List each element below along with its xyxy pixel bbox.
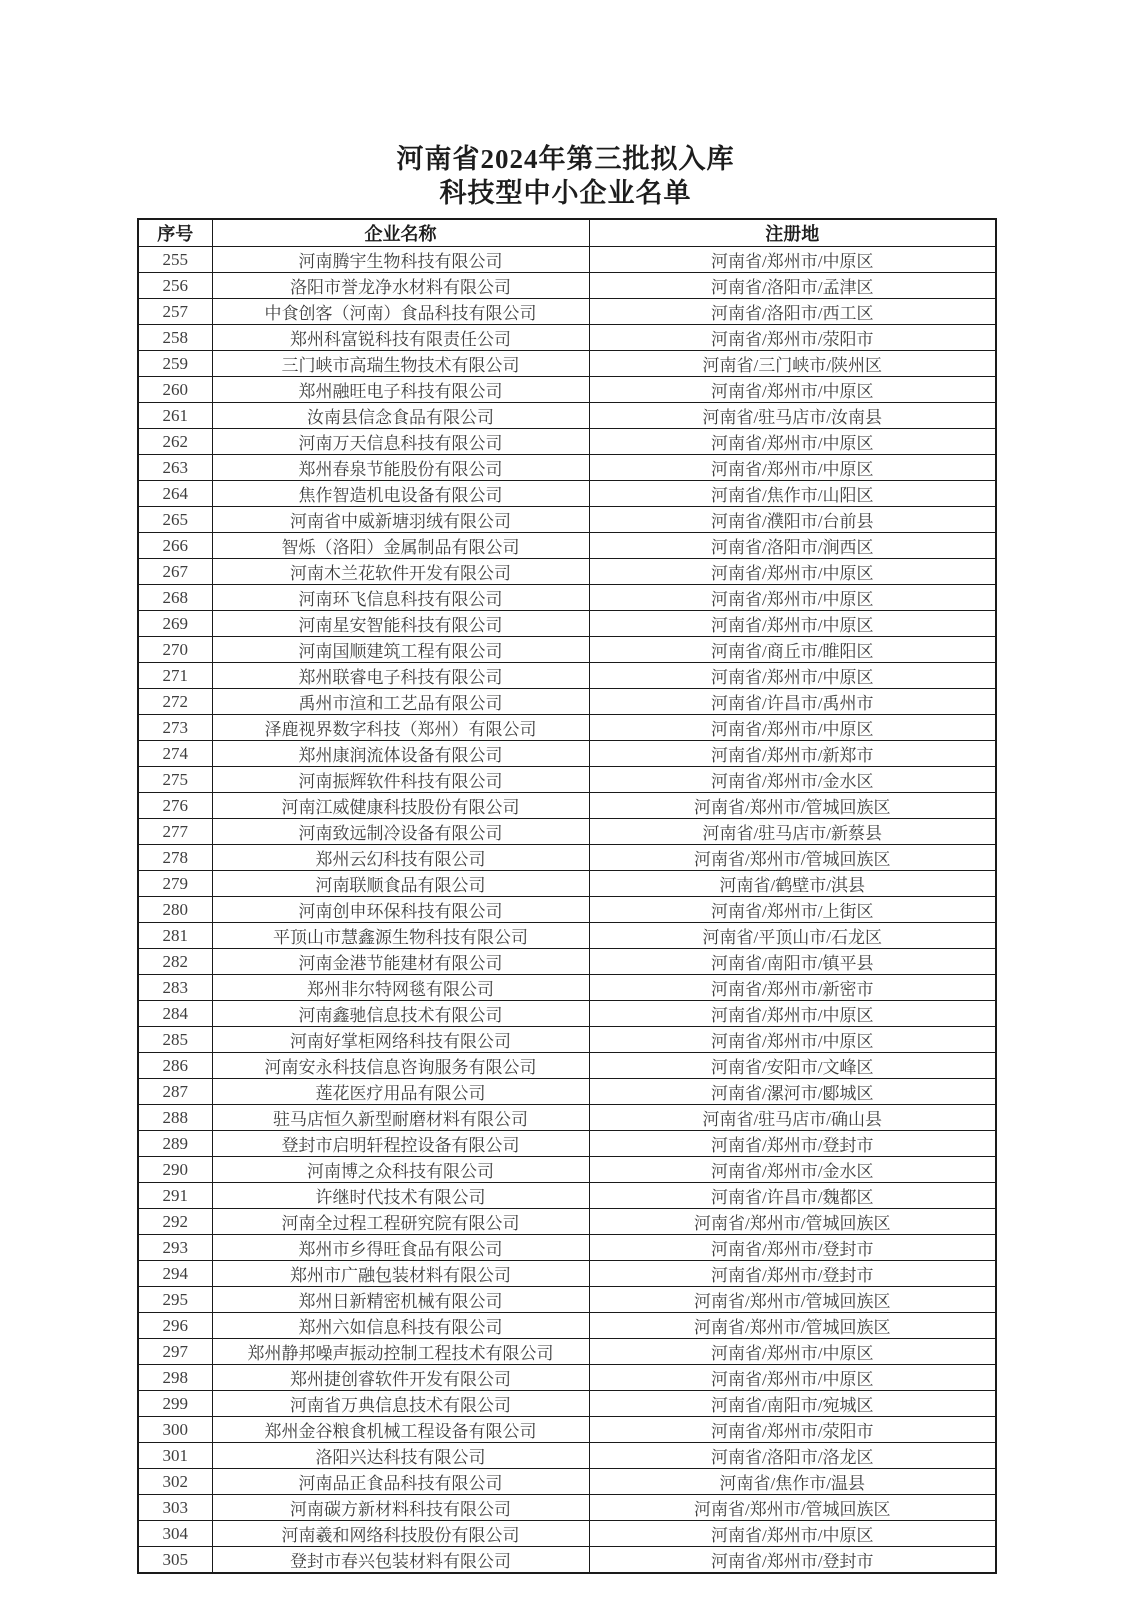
registration-place-cell: 河南省/郑州市/管城回族区: [589, 1287, 996, 1313]
registration-place-cell: 河南省/郑州市/中原区: [589, 585, 996, 611]
serial-number-cell: 269: [138, 611, 212, 637]
registration-place-cell: 河南省/驻马店市/确山县: [589, 1105, 996, 1131]
serial-number-cell: 303: [138, 1495, 212, 1521]
serial-number-cell: 261: [138, 403, 212, 429]
registration-place-cell: 河南省/郑州市/中原区: [589, 377, 996, 403]
table-row: [138, 247, 996, 273]
table-row: [138, 1183, 996, 1209]
company-name-cell: 智烁（洛阳）金属制品有限公司: [212, 533, 589, 559]
registration-place-cell: 河南省/郑州市/中原区: [589, 1027, 996, 1053]
table-row: [138, 1209, 996, 1235]
registration-place-cell: 河南省/漯河市/郾城区: [589, 1079, 996, 1105]
registration-place-cell: 河南省/郑州市/中原区: [589, 559, 996, 585]
table-row: [138, 1157, 996, 1183]
registration-place-cell: 河南省/洛阳市/孟津区: [589, 273, 996, 299]
table-row: [138, 949, 996, 975]
company-name-cell: 河南国顺建筑工程有限公司: [212, 637, 589, 663]
company-name-cell: 河南联顺食品有限公司: [212, 871, 589, 897]
serial-number-cell: 283: [138, 975, 212, 1001]
serial-number-cell: 291: [138, 1183, 212, 1209]
registration-place-cell: 河南省/鹤壁市/淇县: [589, 871, 996, 897]
serial-number-cell: 301: [138, 1443, 212, 1469]
serial-number-cell: 258: [138, 325, 212, 351]
serial-number-cell: 259: [138, 351, 212, 377]
table-row: [138, 767, 996, 793]
table-row: [138, 793, 996, 819]
registration-place-cell: 河南省/郑州市/中原区: [589, 1521, 996, 1547]
table-row: [138, 559, 996, 585]
company-name-cell: 禹州市渲和工艺品有限公司: [212, 689, 589, 715]
table-row: [138, 585, 996, 611]
registration-place-cell: 河南省/洛阳市/洛龙区: [589, 1443, 996, 1469]
table-row: [138, 871, 996, 897]
company-name-cell: 驻马店恒久新型耐磨材料有限公司: [212, 1105, 589, 1131]
company-name-cell: 郑州静邦噪声振动控制工程技术有限公司: [212, 1339, 589, 1365]
company-name-cell: 郑州市乡得旺食品有限公司: [212, 1235, 589, 1261]
registration-place-cell: 河南省/郑州市/登封市: [589, 1261, 996, 1287]
registration-place-cell: 河南省/南阳市/镇平县: [589, 949, 996, 975]
table-row: [138, 741, 996, 767]
company-name-cell: 河南博之众科技有限公司: [212, 1157, 589, 1183]
company-name-cell: 郑州科富锐科技有限责任公司: [212, 325, 589, 351]
registration-place-cell: 河南省/郑州市/中原区: [589, 1001, 996, 1027]
registration-place-cell: 河南省/濮阳市/台前县: [589, 507, 996, 533]
serial-number-cell: 292: [138, 1209, 212, 1235]
table-row: [138, 1131, 996, 1157]
table-row: [138, 637, 996, 663]
serial-number-cell: 279: [138, 871, 212, 897]
company-name-cell: 郑州融旺电子科技有限公司: [212, 377, 589, 403]
table-row: [138, 1547, 996, 1574]
company-name-cell: 河南鑫驰信息技术有限公司: [212, 1001, 589, 1027]
serial-number-cell: 298: [138, 1365, 212, 1391]
table-header: [138, 219, 996, 247]
serial-number-cell: 286: [138, 1053, 212, 1079]
company-name-cell: 河南品正食品科技有限公司: [212, 1469, 589, 1495]
registration-place-cell: 河南省/商丘市/睢阳区: [589, 637, 996, 663]
company-name-cell: 郑州康润流体设备有限公司: [212, 741, 589, 767]
table-header-row: [138, 219, 996, 247]
serial-number-cell: 297: [138, 1339, 212, 1365]
serial-number-cell: 265: [138, 507, 212, 533]
company-name-cell: 河南金港节能建材有限公司: [212, 949, 589, 975]
table-row: [138, 1053, 996, 1079]
registration-place-cell: 河南省/郑州市/新密市: [589, 975, 996, 1001]
serial-number-cell: 273: [138, 715, 212, 741]
table-row: [138, 923, 996, 949]
serial-number-cell: 304: [138, 1521, 212, 1547]
serial-number-cell: 302: [138, 1469, 212, 1495]
company-name-cell: 河南致远制冷设备有限公司: [212, 819, 589, 845]
serial-number-cell: 282: [138, 949, 212, 975]
header-registration-place: 注册地: [589, 219, 996, 247]
registration-place-cell: 河南省/郑州市/管城回族区: [589, 1209, 996, 1235]
serial-number-cell: 271: [138, 663, 212, 689]
serial-number-cell: 255: [138, 247, 212, 273]
registration-place-cell: 河南省/洛阳市/西工区: [589, 299, 996, 325]
company-name-cell: 河南全过程工程研究院有限公司: [212, 1209, 589, 1235]
company-name-cell: 河南安永科技信息咨询服务有限公司: [212, 1053, 589, 1079]
serial-number-cell: 289: [138, 1131, 212, 1157]
company-name-cell: 莲花医疗用品有限公司: [212, 1079, 589, 1105]
company-name-cell: 河南万天信息科技有限公司: [212, 429, 589, 455]
registration-place-cell: 河南省/郑州市/管城回族区: [589, 1313, 996, 1339]
registration-place-cell: 河南省/郑州市/中原区: [589, 455, 996, 481]
registration-place-cell: 河南省/郑州市/金水区: [589, 1157, 996, 1183]
registration-place-cell: 河南省/郑州市/中原区: [589, 429, 996, 455]
serial-number-cell: 266: [138, 533, 212, 559]
table-row: [138, 299, 996, 325]
table-row: [138, 611, 996, 637]
serial-number-cell: 263: [138, 455, 212, 481]
table-row: [138, 663, 996, 689]
company-name-cell: 河南省中威新塘羽绒有限公司: [212, 507, 589, 533]
company-name-cell: 河南振辉软件科技有限公司: [212, 767, 589, 793]
table-row: [138, 455, 996, 481]
table-row: [138, 403, 996, 429]
company-name-cell: 郑州金谷粮食机械工程设备有限公司: [212, 1417, 589, 1443]
company-name-cell: 登封市春兴包装材料有限公司: [212, 1547, 589, 1574]
serial-number-cell: 288: [138, 1105, 212, 1131]
table-row: [138, 1495, 996, 1521]
serial-number-cell: 284: [138, 1001, 212, 1027]
company-name-cell: 河南好掌柜网络科技有限公司: [212, 1027, 589, 1053]
registration-place-cell: 河南省/驻马店市/新蔡县: [589, 819, 996, 845]
registration-place-cell: 河南省/郑州市/新郑市: [589, 741, 996, 767]
registration-place-cell: 河南省/南阳市/宛城区: [589, 1391, 996, 1417]
table-row: [138, 1469, 996, 1495]
company-name-cell: 汝南县信念食品有限公司: [212, 403, 589, 429]
table-row: [138, 1391, 996, 1417]
registration-place-cell: 河南省/三门峡市/陕州区: [589, 351, 996, 377]
company-name-cell: 河南江威健康科技股份有限公司: [212, 793, 589, 819]
serial-number-cell: 285: [138, 1027, 212, 1053]
serial-number-cell: 262: [138, 429, 212, 455]
registration-place-cell: 河南省/郑州市/登封市: [589, 1547, 996, 1574]
table-row: [138, 481, 996, 507]
serial-number-cell: 300: [138, 1417, 212, 1443]
registration-place-cell: 河南省/郑州市/金水区: [589, 767, 996, 793]
company-name-cell: 河南羲和网络科技股份有限公司: [212, 1521, 589, 1547]
registration-place-cell: 河南省/郑州市/中原区: [589, 611, 996, 637]
table-row: [138, 429, 996, 455]
company-name-cell: 河南环飞信息科技有限公司: [212, 585, 589, 611]
serial-number-cell: 296: [138, 1313, 212, 1339]
company-name-cell: 洛阳市誉龙净水材料有限公司: [212, 273, 589, 299]
table-row: [138, 507, 996, 533]
company-name-cell: 许继时代技术有限公司: [212, 1183, 589, 1209]
table-row: [138, 1339, 996, 1365]
table-row: [138, 1001, 996, 1027]
serial-number-cell: 305: [138, 1547, 212, 1574]
serial-number-cell: 290: [138, 1157, 212, 1183]
company-name-cell: 郑州联睿电子科技有限公司: [212, 663, 589, 689]
company-name-cell: 郑州日新精密机械有限公司: [212, 1287, 589, 1313]
serial-number-cell: 276: [138, 793, 212, 819]
registration-place-cell: 河南省/安阳市/文峰区: [589, 1053, 996, 1079]
company-name-cell: 中食创客（河南）食品科技有限公司: [212, 299, 589, 325]
registration-place-cell: 河南省/郑州市/中原区: [589, 663, 996, 689]
company-list-table: [137, 218, 997, 1574]
table-row: [138, 1027, 996, 1053]
table-row: [138, 845, 996, 871]
registration-place-cell: 河南省/郑州市/中原区: [589, 715, 996, 741]
registration-place-cell: 河南省/洛阳市/涧西区: [589, 533, 996, 559]
company-name-cell: 三门峡市高瑞生物技术有限公司: [212, 351, 589, 377]
table-row: [138, 1105, 996, 1131]
registration-place-cell: 河南省/焦作市/温县: [589, 1469, 996, 1495]
serial-number-cell: 287: [138, 1079, 212, 1105]
registration-place-cell: 河南省/郑州市/登封市: [589, 1235, 996, 1261]
serial-number-cell: 295: [138, 1287, 212, 1313]
serial-number-cell: 278: [138, 845, 212, 871]
table-body: [138, 247, 996, 1574]
table-row: [138, 1079, 996, 1105]
company-name-cell: 郑州市广融包装材料有限公司: [212, 1261, 589, 1287]
company-name-cell: 河南创申环保科技有限公司: [212, 897, 589, 923]
company-name-cell: 洛阳兴达科技有限公司: [212, 1443, 589, 1469]
serial-number-cell: 274: [138, 741, 212, 767]
company-name-cell: 郑州捷创睿软件开发有限公司: [212, 1365, 589, 1391]
table-row: [138, 897, 996, 923]
table-row: [138, 819, 996, 845]
registration-place-cell: 河南省/郑州市/上街区: [589, 897, 996, 923]
serial-number-cell: 267: [138, 559, 212, 585]
document-title: [0, 0, 1131, 210]
registration-place-cell: 河南省/焦作市/山阳区: [589, 481, 996, 507]
registration-place-cell: 河南省/郑州市/荥阳市: [589, 1417, 996, 1443]
table-row: [138, 1235, 996, 1261]
company-name-cell: 河南碳方新材料科技有限公司: [212, 1495, 589, 1521]
table-row: [138, 351, 996, 377]
company-name-cell: 河南木兰花软件开发有限公司: [212, 559, 589, 585]
serial-number-cell: 272: [138, 689, 212, 715]
company-name-cell: 郑州云幻科技有限公司: [212, 845, 589, 871]
company-name-cell: 平顶山市慧鑫源生物科技有限公司: [212, 923, 589, 949]
registration-place-cell: 河南省/郑州市/管城回族区: [589, 793, 996, 819]
serial-number-cell: 268: [138, 585, 212, 611]
serial-number-cell: 299: [138, 1391, 212, 1417]
company-name-cell: 泽鹿视界数字科技（郑州）有限公司: [212, 715, 589, 741]
serial-number-cell: 260: [138, 377, 212, 403]
table-row: [138, 1365, 996, 1391]
serial-number-cell: 293: [138, 1235, 212, 1261]
table-row: [138, 1443, 996, 1469]
table-row: [138, 377, 996, 403]
serial-number-cell: 281: [138, 923, 212, 949]
header-serial-number: 序号: [138, 219, 212, 247]
serial-number-cell: 256: [138, 273, 212, 299]
serial-number-cell: 270: [138, 637, 212, 663]
serial-number-cell: 280: [138, 897, 212, 923]
registration-place-cell: 河南省/许昌市/禹州市: [589, 689, 996, 715]
table-row: [138, 975, 996, 1001]
registration-place-cell: 河南省/郑州市/中原区: [589, 247, 996, 273]
registration-place-cell: 河南省/郑州市/荥阳市: [589, 325, 996, 351]
company-name-cell: 河南省万典信息技术有限公司: [212, 1391, 589, 1417]
table-row: [138, 1261, 996, 1287]
table-row: [138, 1287, 996, 1313]
company-name-cell: 焦作智造机电设备有限公司: [212, 481, 589, 507]
table-row: [138, 1417, 996, 1443]
serial-number-cell: 277: [138, 819, 212, 845]
company-name-cell: 河南星安智能科技有限公司: [212, 611, 589, 637]
registration-place-cell: 河南省/郑州市/登封市: [589, 1131, 996, 1157]
table-row: [138, 533, 996, 559]
registration-place-cell: 河南省/郑州市/管城回族区: [589, 1495, 996, 1521]
table-row: [138, 325, 996, 351]
serial-number-cell: 257: [138, 299, 212, 325]
company-name-cell: 郑州非尔特网毯有限公司: [212, 975, 589, 1001]
registration-place-cell: 河南省/郑州市/中原区: [589, 1365, 996, 1391]
serial-number-cell: 275: [138, 767, 212, 793]
table-row: [138, 1313, 996, 1339]
table-row: [138, 1521, 996, 1547]
registration-place-cell: 河南省/郑州市/中原区: [589, 1339, 996, 1365]
header-company-name: 企业名称: [212, 219, 589, 247]
serial-number-cell: 294: [138, 1261, 212, 1287]
title-line-1: 河南省2024年第三批拟入库: [396, 144, 735, 174]
table-row: [138, 715, 996, 741]
registration-place-cell: 河南省/郑州市/管城回族区: [589, 845, 996, 871]
company-name-cell: 登封市启明轩程控设备有限公司: [212, 1131, 589, 1157]
registration-place-cell: 河南省/平顶山市/石龙区: [589, 923, 996, 949]
serial-number-cell: 264: [138, 481, 212, 507]
table-row: [138, 689, 996, 715]
company-name-cell: 郑州春泉节能股份有限公司: [212, 455, 589, 481]
company-name-cell: 郑州六如信息科技有限公司: [212, 1313, 589, 1339]
registration-place-cell: 河南省/许昌市/魏都区: [589, 1183, 996, 1209]
title-line-2: 科技型中小企业名单: [439, 178, 692, 208]
registration-place-cell: 河南省/驻马店市/汝南县: [589, 403, 996, 429]
table-row: [138, 273, 996, 299]
company-name-cell: 河南腾宇生物科技有限公司: [212, 247, 589, 273]
